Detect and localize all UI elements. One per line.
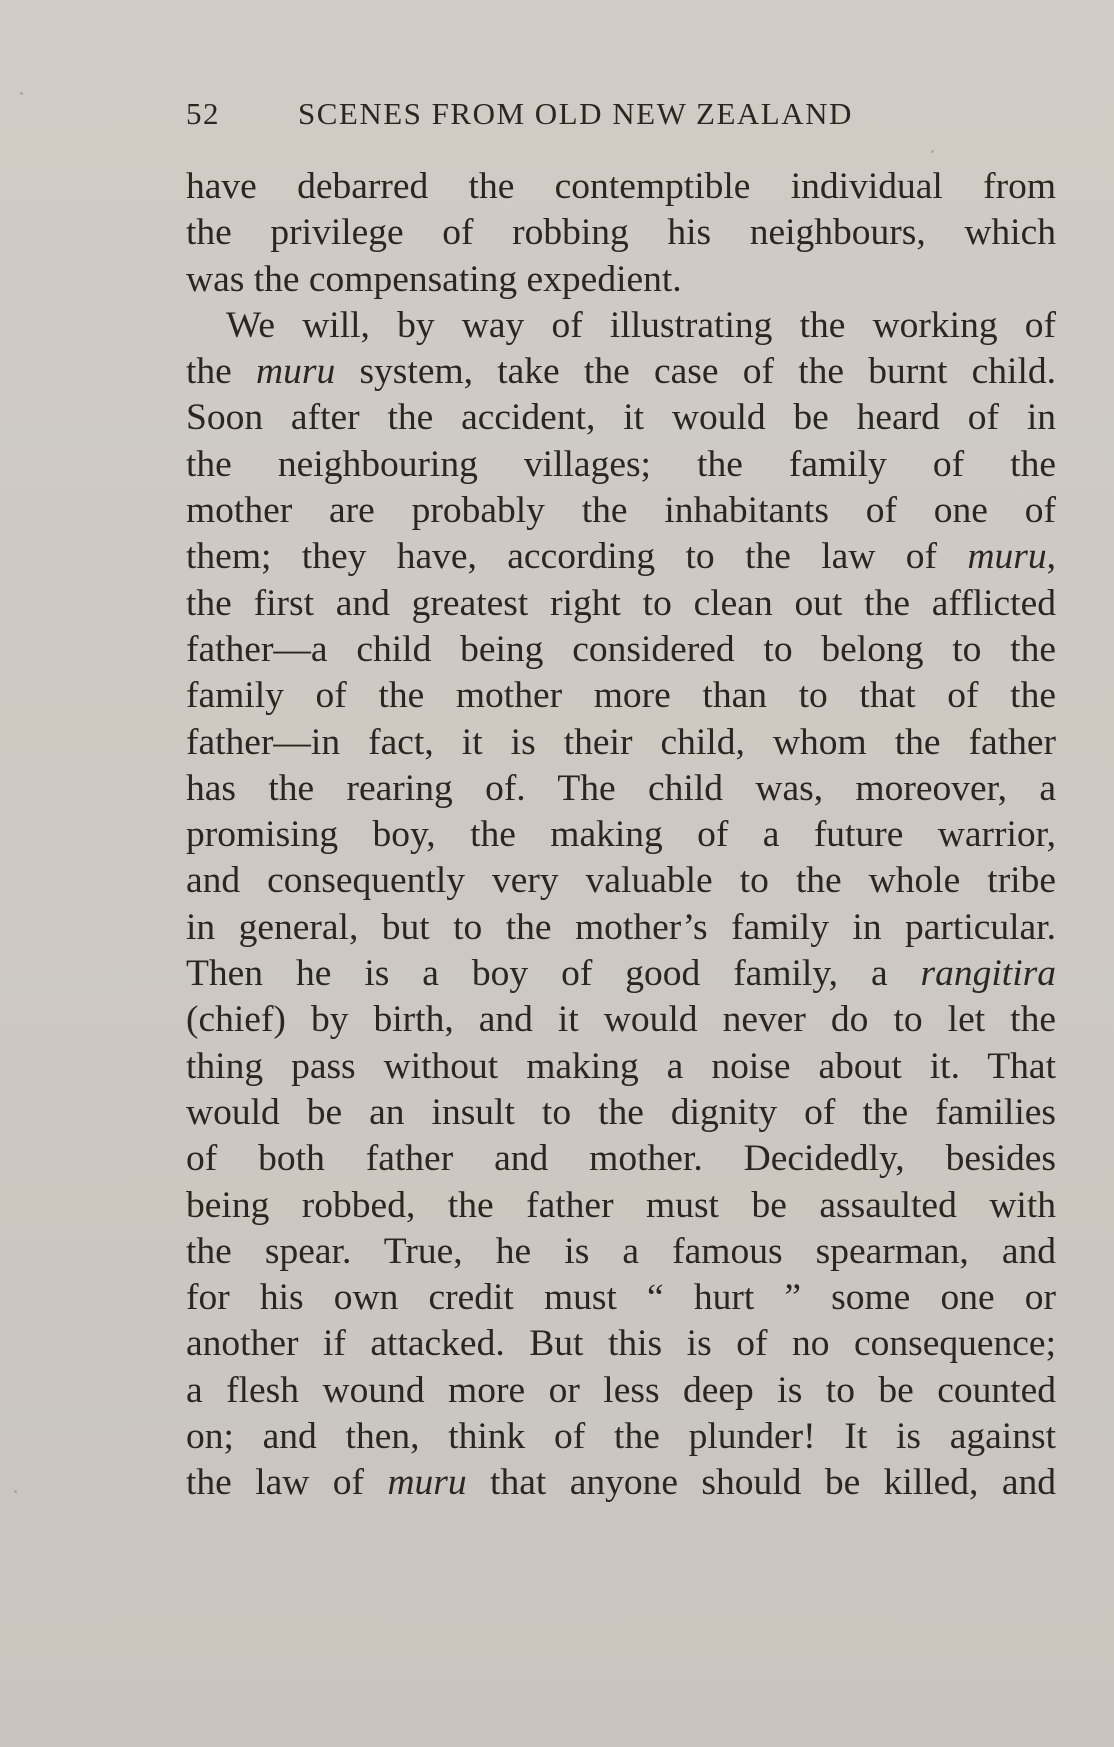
text-line [186, 1136, 1056, 1182]
text-segment: in general, but to the mother’s family in particular. [186, 906, 1056, 948]
text-line [186, 812, 1056, 858]
text-line [186, 1321, 1056, 1367]
text-segment: promising boy, the making of a future warrior, [186, 814, 1056, 856]
text-line [186, 581, 1056, 627]
text-segment: system, take the case of the burnt child. [335, 351, 1056, 393]
italic-term: muru [967, 536, 1047, 578]
text-line [186, 488, 1056, 534]
text-line [186, 1044, 1056, 1090]
text-line [186, 257, 1056, 303]
text-segment: for his own credit must “ hurt ” some one or [186, 1277, 1056, 1319]
running-head [186, 96, 941, 136]
text-line [186, 1368, 1056, 1414]
text-line [186, 905, 1056, 951]
text-segment: Soon after the accident, it would be heard of in [186, 397, 1056, 439]
text-line [186, 1090, 1056, 1136]
paper-speck [14, 1490, 17, 1493]
italic-term: muru [256, 351, 336, 393]
text-line [186, 720, 1056, 766]
text-segment: family of the mother more than to that of the [186, 675, 1056, 717]
text-segment: the law of [186, 1462, 388, 1504]
text-segment: on; and then, think of the plunder! It is against [186, 1416, 1056, 1458]
body-text [186, 164, 1056, 1507]
text-line [186, 534, 1056, 580]
text-segment: thing pass without making a noise about it. That [186, 1045, 1056, 1087]
text-segment: the spear. True, he is a famous spearman, and [186, 1230, 1056, 1272]
text-segment: and consequently very valuable to the whole tribe [186, 860, 1056, 902]
text-line [186, 1275, 1056, 1321]
text-line [186, 997, 1056, 1043]
text-segment: would be an insult to the dignity of the families [186, 1091, 1056, 1133]
text-segment: of both father and mother. Decidedly, besides [186, 1138, 1056, 1180]
text-line [186, 673, 1056, 719]
text-segment: We will, by way of illustrating the working of [226, 304, 1056, 346]
text-segment: (chief) by birth, and it would never do to let the [186, 999, 1056, 1041]
text-segment: , [1046, 536, 1056, 578]
text-line [186, 627, 1056, 673]
text-line [186, 766, 1056, 812]
text-segment: have debarred the contemptible individual from [186, 166, 1056, 207]
text-segment: the neighbouring villages; the family of the [186, 443, 1056, 485]
italic-term: rangitira [920, 953, 1056, 995]
text-line [186, 442, 1056, 488]
text-segment: the first and greatest right to clean out the afflicted [186, 582, 1056, 624]
text-line [186, 858, 1056, 904]
italic-term: muru [387, 1462, 467, 1504]
text-segment: father—in fact, it is their child, whom the father [186, 721, 1056, 763]
text-line [186, 1229, 1056, 1275]
text-line [186, 1183, 1056, 1229]
text-line [186, 303, 1056, 349]
text-line [186, 1460, 1056, 1506]
text-line [186, 1414, 1056, 1460]
text-segment: mother are probably the inhabitants of one of [186, 490, 1056, 532]
running-title: SCENES FROM OLD NEW ZEALAND [298, 96, 853, 131]
text-segment: that anyone should be killed, and [466, 1462, 1056, 1504]
text-line [186, 164, 1056, 210]
text-segment: was the compensating expedient. [186, 258, 682, 300]
text-segment: another if attacked. But this is of no consequence; [186, 1323, 1056, 1365]
text-segment: has the rearing of. The child was, moreover, a [186, 767, 1056, 809]
text-line [186, 395, 1056, 441]
text-line [186, 951, 1056, 997]
text-segment: father—a child being considered to belong to the [186, 628, 1056, 670]
paper-speck [20, 92, 23, 95]
paper-speck [931, 150, 934, 153]
text-segment: a flesh wound more or less deep is to be counted [186, 1369, 1056, 1411]
text-segment: the [186, 351, 257, 393]
text-line [186, 210, 1056, 256]
text-segment: Then he is a boy of good family, a [186, 953, 921, 995]
text-segment: being robbed, the father must be assaulted with [186, 1184, 1056, 1226]
text-segment: them; they have, according to the law of [186, 536, 968, 578]
text-line [186, 349, 1056, 395]
text-segment: the privilege of robbing his neighbours, which [186, 212, 1056, 254]
page-number: 52 [186, 96, 220, 131]
